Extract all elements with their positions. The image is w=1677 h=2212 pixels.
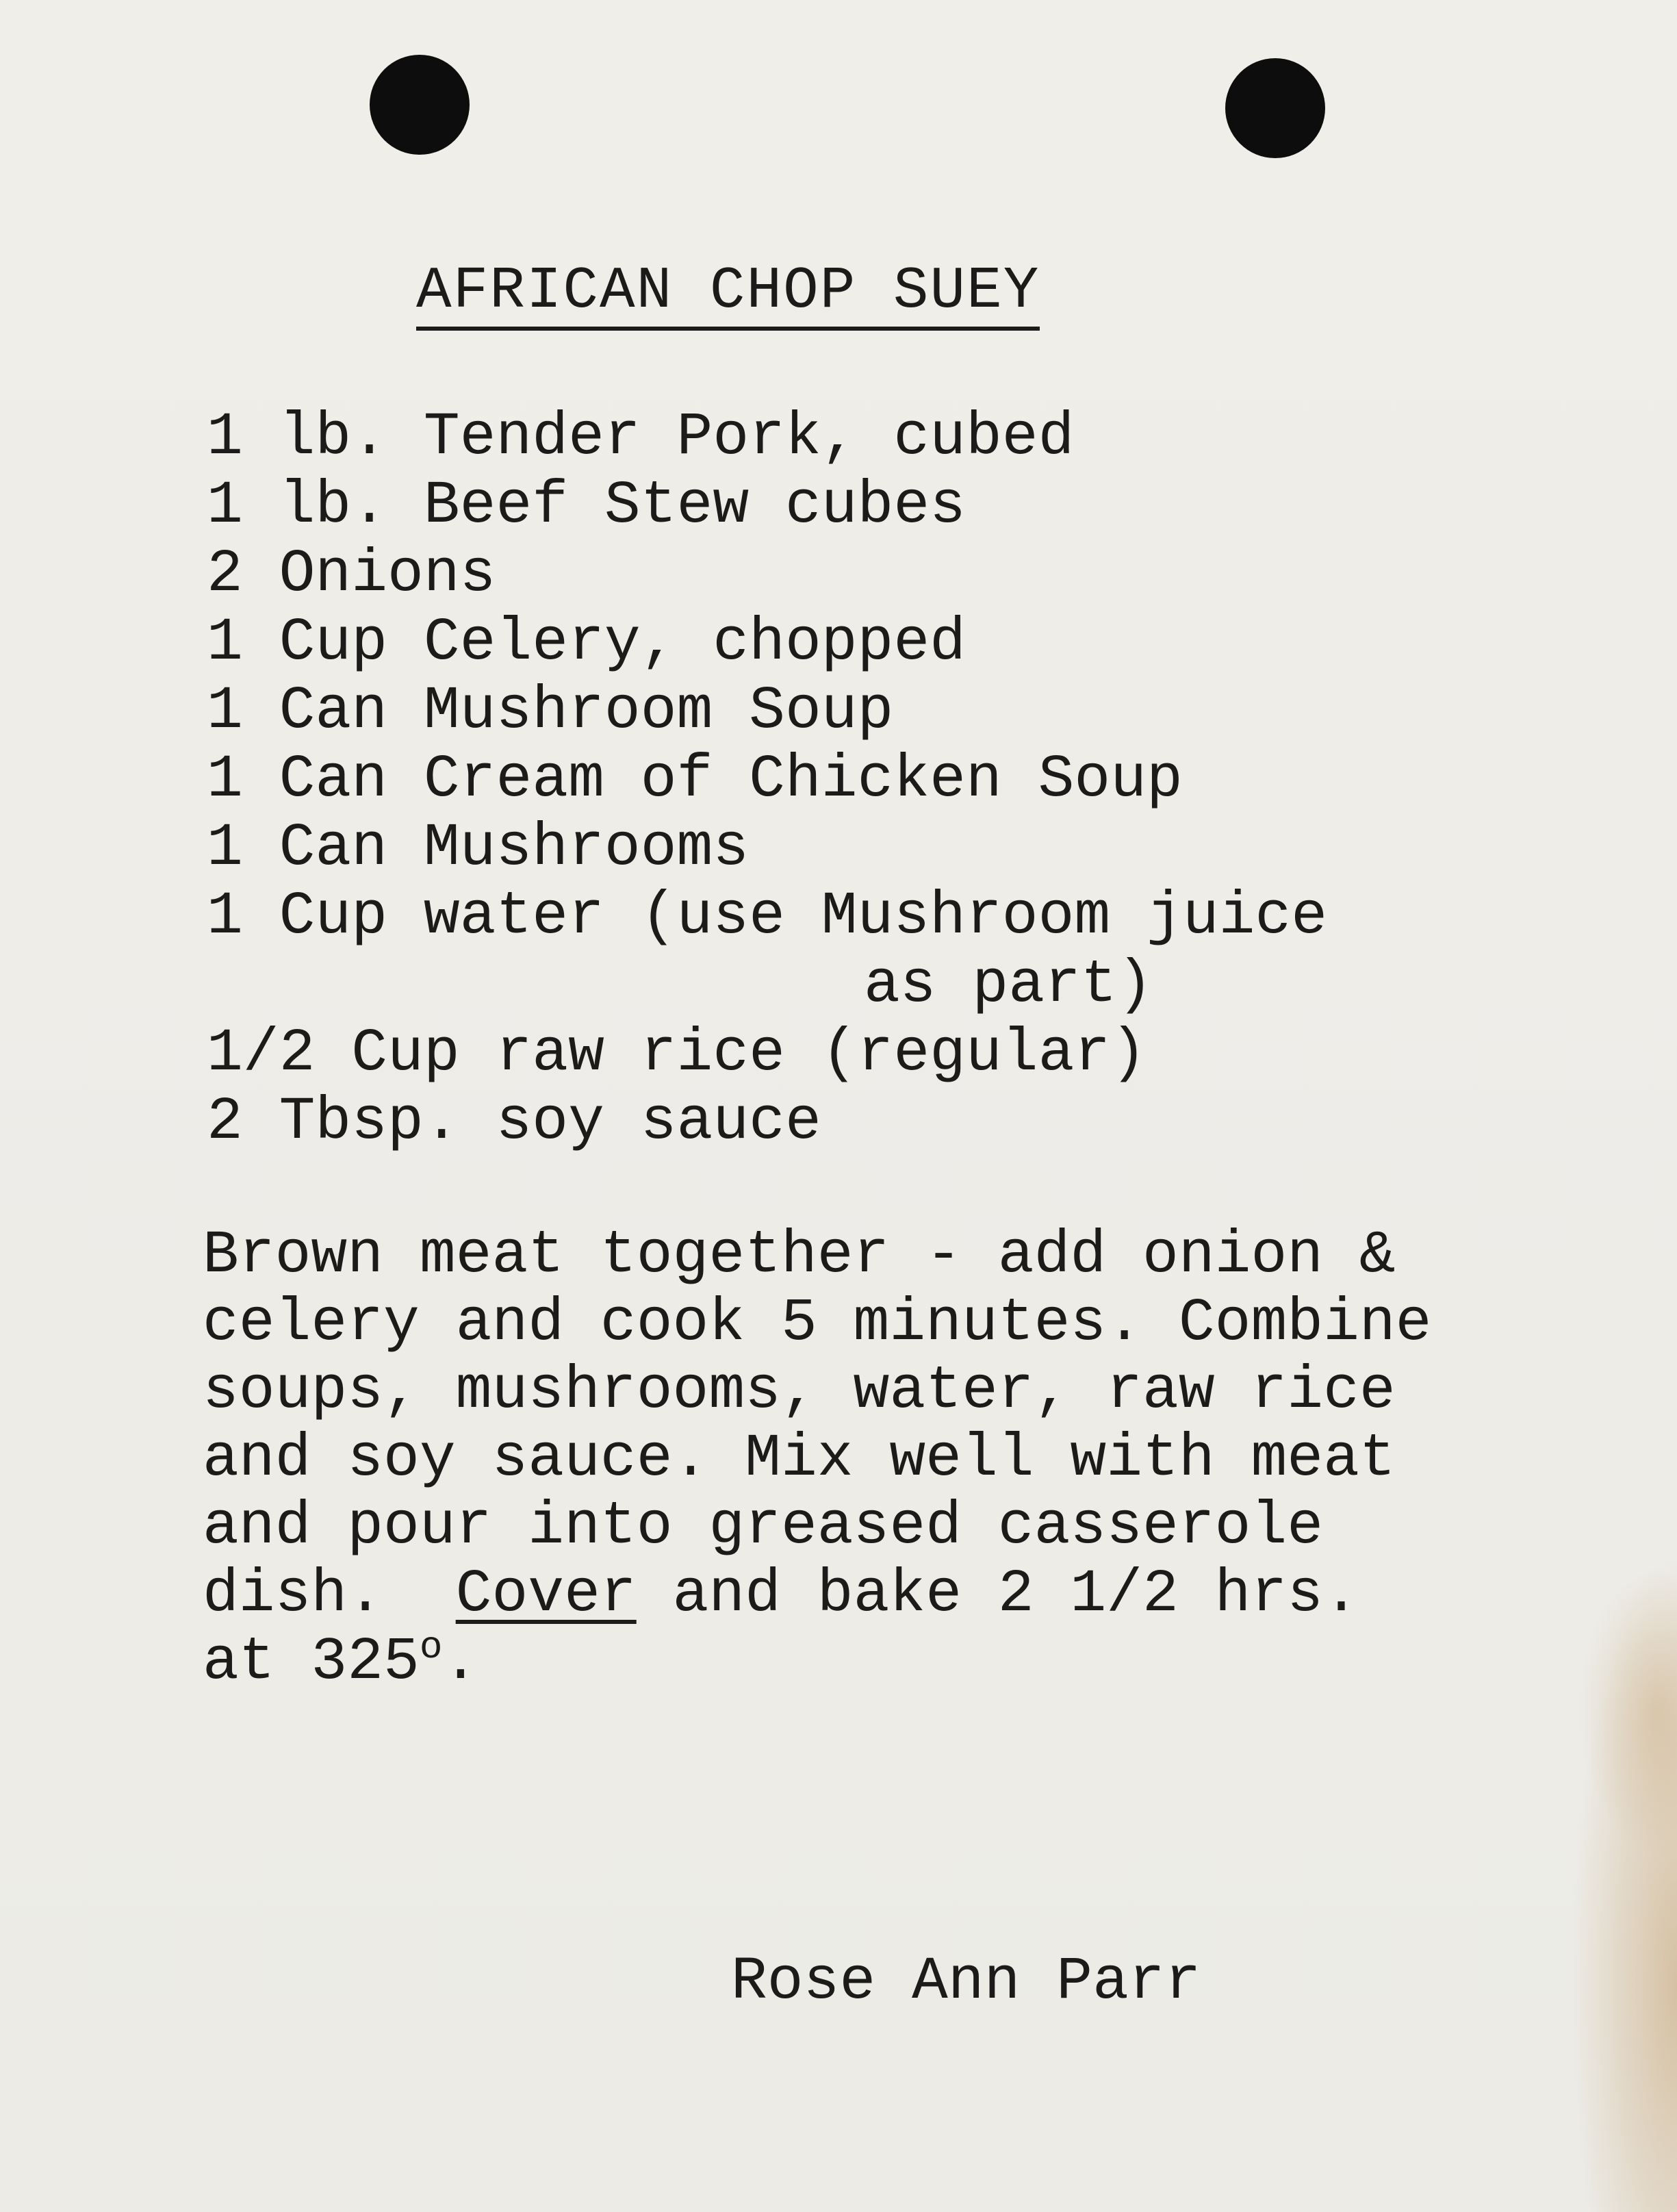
degree-symbol: o: [419, 1625, 443, 1669]
ingredient-item: 1 lb. Tender Pork, cubed: [207, 404, 1075, 472]
ingredient-item-continuation: as part): [864, 952, 1153, 1019]
directions-line: soups, mushrooms, water, raw rice: [203, 1358, 1396, 1425]
ingredient-item: 2 Onions: [207, 541, 496, 609]
ingredient-item: 2 Tbsp. soy sauce: [207, 1089, 821, 1156]
ingredient-item: 1 Can Cream of Chicken Soup: [207, 746, 1183, 814]
ingredient-item: 1/2 Cup raw rice (regular): [207, 1020, 1147, 1088]
directions-line: [203, 1561, 1432, 1629]
ingredient-item: 1 Can Mushroom Soup: [207, 678, 894, 746]
directions-paragraph: [203, 1222, 1432, 1696]
directions-line: Brown meat together - add onion &: [203, 1222, 1396, 1290]
bake-temperature: at 325: [203, 1629, 420, 1696]
punch-hole-left: [370, 55, 470, 155]
directions-line: celery and cook 5 minutes. Combine: [203, 1290, 1432, 1358]
underlined-cover: Cover: [455, 1561, 637, 1629]
signature: Rose Ann Parr: [731, 1948, 1201, 2016]
recipe-title: AFRICAN CHOP SUEY: [416, 257, 1040, 331]
directions-line: and pour into greased casserole: [203, 1493, 1324, 1561]
period: .: [442, 1629, 479, 1696]
ingredient-item: 1 Can Mushrooms: [207, 815, 750, 882]
directions-text: dish.: [203, 1561, 456, 1629]
ingredient-item: 1 lb. Beef Stew cubes: [207, 472, 966, 540]
ingredient-item: 1 Cup Celery, chopped: [207, 609, 966, 677]
directions-text: and bake 2 1/2 hrs.: [636, 1561, 1359, 1629]
punch-hole-right: [1225, 58, 1325, 158]
directions-line: [203, 1625, 1432, 1696]
directions-line: and soy sauce. Mix well with meat: [203, 1425, 1396, 1493]
ingredient-item: 1 Cup water (use Mushroom juice: [207, 883, 1328, 951]
ingredient-list: [207, 404, 1327, 1157]
